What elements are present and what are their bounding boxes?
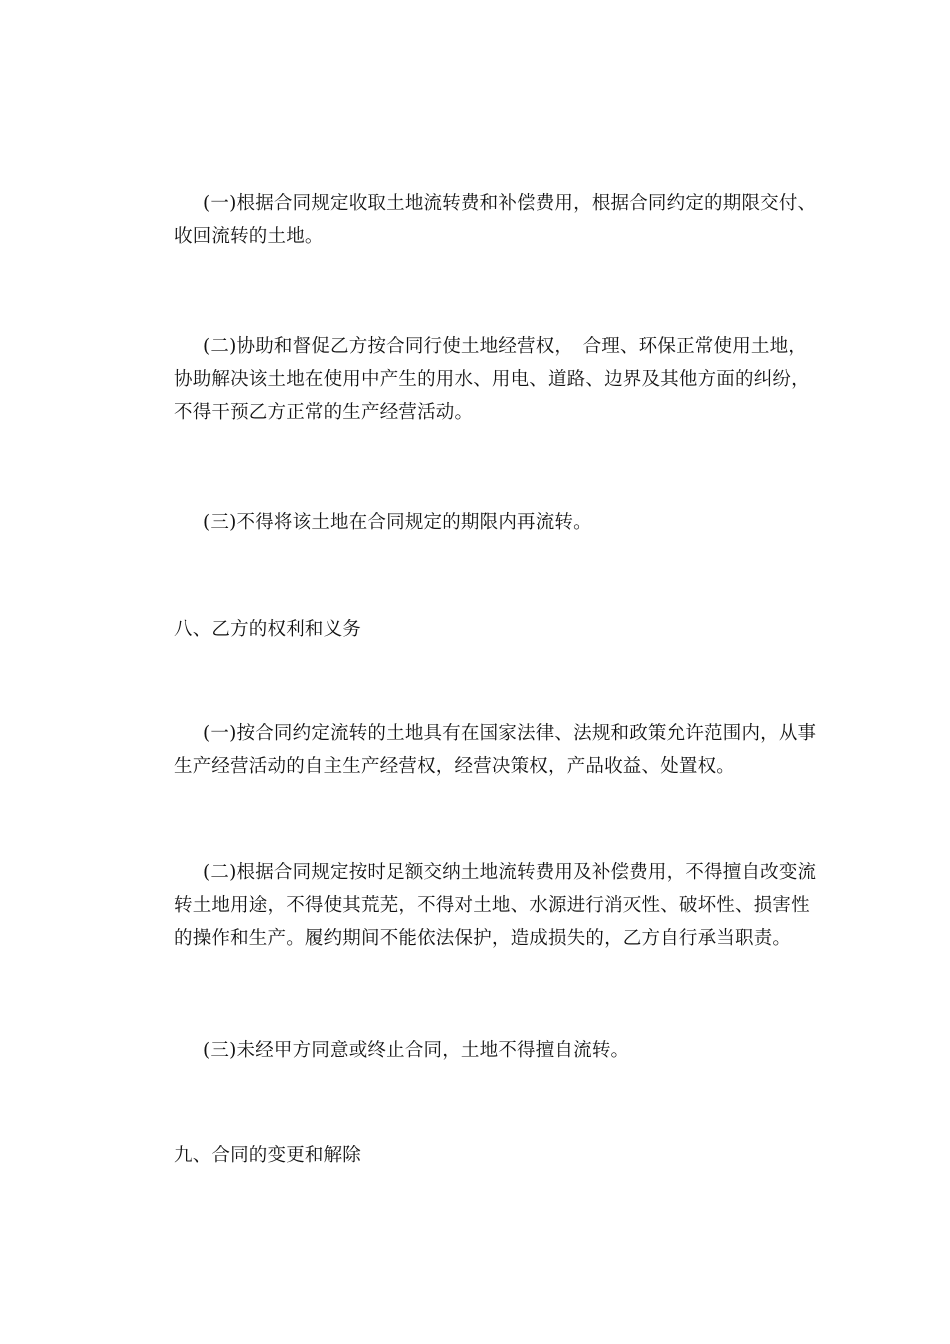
paragraph-line: (三)不得将该土地在合同规定的期限内再流转。 (203, 512, 592, 533)
paragraph-party-a-right-1 (145, 187, 817, 253)
paragraph-line: (三)未经甲方同意或终止合同，土地不得擅自流转。 (203, 1040, 630, 1061)
section-heading-8: 八、乙方的权利和义务 (174, 619, 362, 640)
section-heading-9: 九、合同的变更和解除 (174, 1145, 362, 1166)
paragraph-line: (二)根据合同规定按时足额交纳土地流转费用及补偿费用，不得擅自改变流 (203, 862, 817, 883)
paragraph-line: 不得干预乙方正常的生产经营活动。 (174, 402, 474, 423)
paragraph-party-b-right-3 (145, 1034, 805, 1067)
paragraph-line: (一)根据合同规定收取土地流转费和补偿费用，根据合同约定的期限交付、 (203, 193, 817, 214)
paragraph-line: (二)协助和督促乙方按合同行使土地经营权， 合理、环保正常使用土地， (203, 336, 807, 357)
paragraph-line: 的操作和生产。履约期间不能依法保护，造成损失的，乙方自行承当职责。 (174, 928, 792, 949)
paragraph-line: 收回流转的土地。 (174, 226, 324, 247)
paragraph-line: 协助解决该土地在使用中产生的用水、用电、道路、边界及其他方面的纠纷， (174, 369, 810, 390)
paragraph-party-b-right-2 (145, 856, 817, 955)
paragraph-line: 生产经营活动的自主生产经营权，经营决策权，产品收益、处置权。 (174, 756, 736, 777)
paragraph-party-a-right-2 (145, 330, 810, 429)
paragraph-line: 转土地用途，不得使其荒芜，不得对土地、水源进行消灭性、破坏性、损害性 (174, 895, 810, 916)
paragraph-line: (一)按合同约定流转的土地具有在国家法律、法规和政策允许范围内，从事 (203, 723, 817, 744)
paragraph-party-b-right-1 (145, 717, 817, 783)
paragraph-party-a-right-3 (145, 506, 805, 539)
